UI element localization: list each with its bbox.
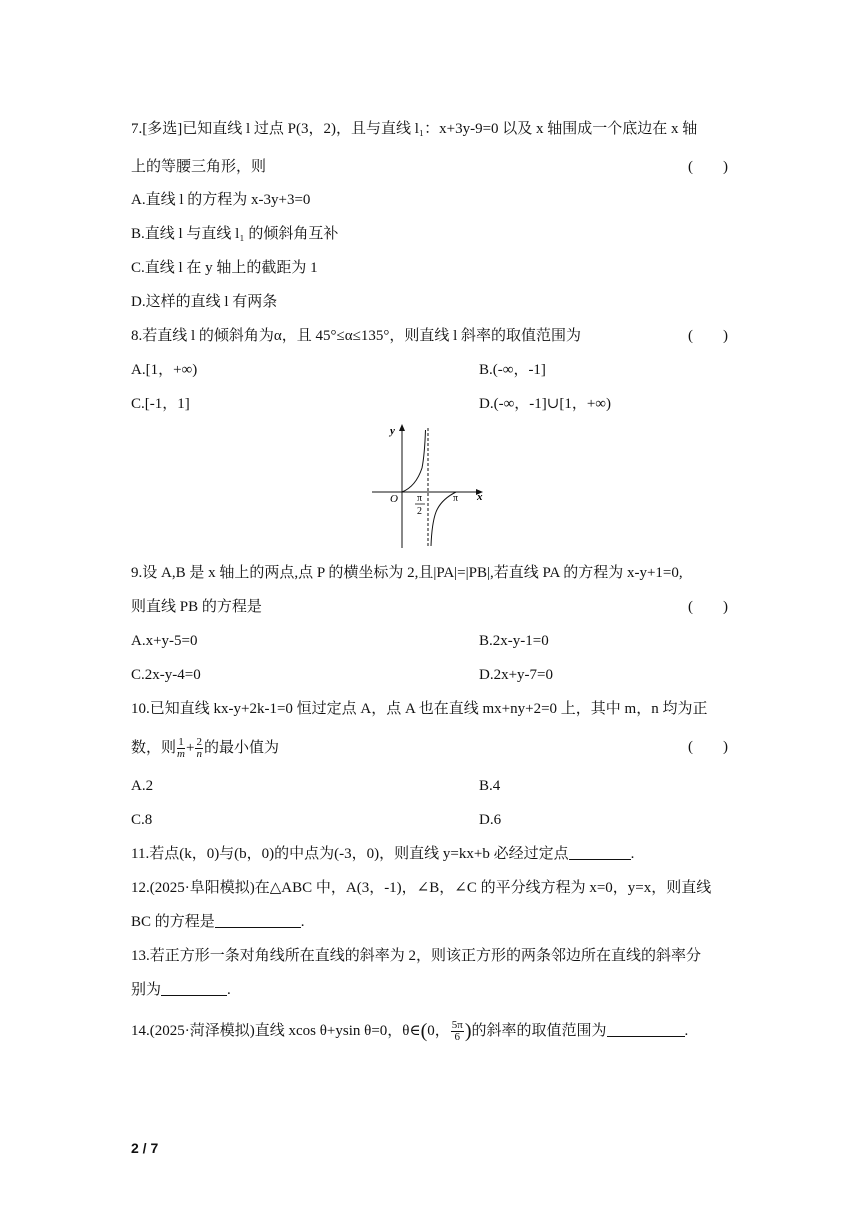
half-pi-numerator: π [417, 493, 423, 504]
pi-label: π [453, 493, 459, 504]
q9-stem-line1: 9.设 A,B 是 x 轴上的两点,点 P 的横坐标为 2,且|PA|=|PB|,若直线 PA 的方程为 x-y+1=0, [131, 565, 683, 581]
q7-stem-line1: 7.[多选]已知直线 l 过点 P(3，2)，且与直线 l₁：x+3y-9=0 以及 x 轴围成一个底边在 x 轴 [131, 121, 698, 137]
q10-line2-suffix: 的最小值为 [203, 739, 279, 756]
q9-option-b: B.2x-y-1=0 [479, 633, 549, 649]
q14-stem: 14.(2025·菏泽模拟)直线 xcos θ+ysin θ=0，θ∈(0， $\frac{5\pi}{6}$ )的斜率的取值范围为 . [131, 1019, 689, 1043]
q8-option-d: D.(-∞，-1]∪[1，+∞) [479, 396, 611, 412]
q13-stem-line2: 别为 . [131, 982, 231, 998]
q12-answer-blank[interactable] [215, 913, 301, 928]
q10-line2-prefix: 数，则 [131, 739, 177, 756]
q7-option-a: A.直线 l 的方程为 x-3y+3=0 [131, 192, 311, 208]
q10-option-d: D.6 [479, 812, 502, 828]
q10-stem-line1: 10.已知直线 kx-y+2k-1=0 恒过定点 A，点 A 也在直线 mx+ny+2=0 上，其中 m，n 均为正 [131, 701, 708, 717]
q13-answer-blank[interactable] [161, 981, 227, 996]
q8-option-b: B.(-∞，-1] [479, 362, 546, 378]
q9-option-c: C.2x-y-4=0 [131, 667, 201, 683]
q8-option-c: C.[-1，1] [131, 396, 190, 412]
plus-sign: + [185, 739, 195, 756]
tangent-graph-figure [368, 422, 488, 550]
q12-stem-line1: 12.(2025·阜阳模拟)在△ABC 中，A(3，-1)，∠B，∠C 的平分线方程为 x=0，y=x，则直线 [131, 880, 712, 896]
q8-answer-paren: ( ) [688, 328, 728, 344]
q9-stem-line2: 则直线 PB 的方程是 [131, 599, 262, 615]
q10-answer-paren: ( ) [688, 739, 728, 755]
q7-option-d: D.这样的直线 l 有两条 [131, 294, 278, 310]
q7-stem-line2: 上的等腰三角形，则 [131, 159, 267, 175]
fraction-1-over-m: $\frac{1}{m}$ [177, 736, 185, 760]
y-axis-label: y [390, 425, 395, 437]
page-number: 2 / 7 [131, 1140, 159, 1156]
q12-stem-line2: BC 的方程是 . [131, 914, 305, 930]
q8-stem: 8.若直线 l 的倾斜角为α，且 45°≤α≤135°，则直线 l 斜率的取值范围为 [131, 328, 582, 344]
y-axis-arrow [399, 424, 405, 431]
curve-left-branch [402, 430, 426, 492]
q9-option-d: D.2x+y-7=0 [479, 667, 553, 683]
q11-stem: 11.若点(k，0)与(b，0)的中点为(-3，0)，则直线 y=kx+b 必经过定点 . [131, 846, 635, 862]
q10-option-a: A.2 [131, 778, 154, 794]
fraction-5pi-over-6: $\frac{5\pi}{6}$ [451, 1019, 463, 1043]
q13-stem-line1: 13.若正方形一条对角线所在直线的斜率为 2，则该正方形的两条邻边所在直线的斜率分 [131, 948, 702, 964]
q9-option-a: A.x+y-5=0 [131, 633, 198, 649]
q7-answer-paren: ( ) [688, 159, 728, 175]
q11-answer-blank[interactable] [569, 845, 631, 860]
half-pi-denominator: 2 [417, 506, 422, 517]
q8-option-a: A.[1，+∞) [131, 362, 198, 378]
q7-option-b: B.直线 l 与直线 l₁ 的倾斜角互补 [131, 226, 339, 242]
origin-label: O [390, 493, 398, 505]
q10-stem-line2 [131, 737, 279, 760]
q10-option-b: B.4 [479, 778, 501, 794]
q9-answer-paren: ( ) [688, 599, 728, 615]
q14-answer-blank[interactable] [607, 1022, 685, 1037]
q10-option-c: C.8 [131, 812, 153, 828]
x-axis-label: x [477, 491, 483, 503]
fraction-2-over-n: $\frac{2}{n}$ [196, 736, 202, 760]
q7-option-c: C.直线 l 在 y 轴上的截距为 1 [131, 260, 318, 276]
